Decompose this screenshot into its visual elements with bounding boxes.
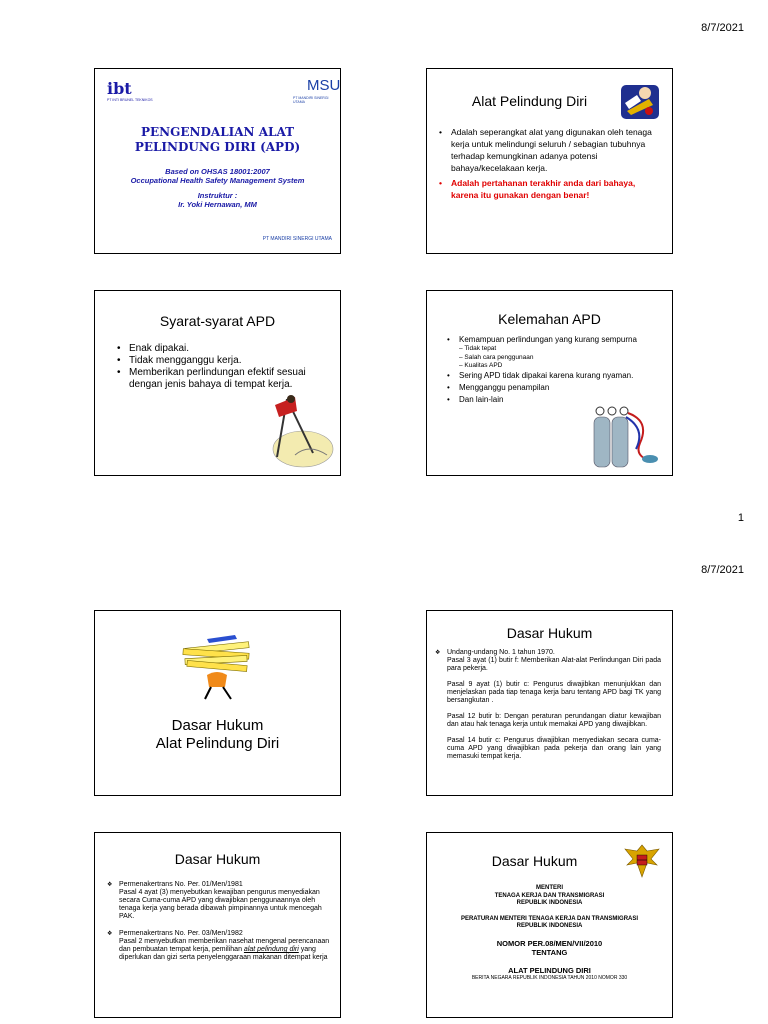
weakness-list bbox=[447, 335, 647, 405]
sub-item: – Salah cara penggunaan bbox=[459, 353, 534, 361]
slide-heading: Dasar Hukum bbox=[174, 851, 261, 867]
sub-item: – Kualitas APD bbox=[459, 362, 503, 369]
drafting-compass-icon bbox=[265, 391, 337, 471]
slide-dasar-hukum-uu bbox=[426, 610, 673, 796]
diamond-bullet-icon: ❖ bbox=[107, 931, 113, 937]
slide-kelemahan-apd bbox=[426, 290, 673, 476]
slide-heading: Kelemahan APD bbox=[498, 311, 601, 327]
diamond-bullet-icon: ❖ bbox=[107, 882, 113, 888]
list-item: • Tidak mengganggu kerja. bbox=[117, 355, 307, 367]
msu-logo: MSU bbox=[307, 77, 341, 94]
permen-item: ❖ Permenakertrans No. Per. 03/Men/1982 Pasal 2 menyebutkan memberikan nasehat mengenal perencanaan dan pembuatan tempat kerja, pemilihan alat pelindung diri yang diperlukan dan gizi serta penyelenggaraan makanan ditempat kerja bbox=[107, 930, 330, 961]
slide-heading: Dasar Hukum bbox=[491, 853, 578, 869]
list-item: • Memberikan perlindungan efektif sesuai dengan jenis bahaya di tempat kerja. bbox=[117, 367, 307, 391]
page-date: 8/7/2021 bbox=[701, 22, 744, 34]
pasal-paragraph: Pasal 14 butir c: Pengurus diwajibkan menyediakan secara cuma-cuma APD yang diwajibkan pada pekerja dan orang lain yang memasuki tempat kerja. bbox=[447, 737, 661, 760]
list-item: • Sering APD tidak dipakai karena kurang nyaman. bbox=[447, 371, 647, 381]
garuda-emblem-icon bbox=[623, 841, 661, 881]
paper-stack-carrier-icon bbox=[177, 631, 257, 701]
slide-dasar-hukum-permenaker bbox=[426, 832, 673, 1018]
list-item: • Enak dipakai. bbox=[117, 343, 307, 355]
based-on-text: Based on OHSAS 18001:2007 Occupational Health Safety Management System bbox=[130, 167, 305, 185]
slide-dasar-hukum-cover bbox=[94, 610, 341, 796]
bullet-definition: • Adalah seperangkat alat yang digunakan oleh tenaga kerja untuk melindungi seluruh / sebagian tubuhnya terhadap kemungkinan adanya potensi bahaya/kecelakaan kerja. bbox=[439, 126, 661, 174]
slide-alat-pelindung-diri bbox=[426, 68, 673, 254]
definition-list bbox=[439, 126, 661, 201]
list-item: • Mengganggu penampilan bbox=[447, 383, 647, 393]
instruktur-text: Instruktur : Ir. Yoki Hernawan, MM bbox=[178, 191, 257, 209]
page-number: 1 bbox=[737, 512, 744, 524]
regulation-text: MENTERI TENAGA KERJA DAN TRANSMIGRASI REPUBLIK INDONESIA PERATURAN MENTERI TENAGA KERJA DAN TRANSMIGRASI REPUBLIK INDONESIA NOMOR PER.08/MEN/VII/2010 TENTANG ALAT PELINDUNG DIRI BERITA NEGARA REPUBLIK INDONESIA TAHUN 2010 NOMOR 330 bbox=[460, 885, 639, 981]
safety-worker-icon bbox=[619, 81, 661, 121]
slide-dasar-hukum-permen bbox=[94, 832, 341, 1018]
diamond-bullet-icon: ❖ bbox=[435, 650, 441, 656]
list-item: • Kemampuan perlindungan yang kurang sempurna – Tidak tepat – Salah cara penggunaan – Kualitas APD bbox=[447, 335, 647, 371]
ibt-logo: ibt bbox=[107, 79, 132, 98]
slide-main-title: PENGENDALIAN ALAT PELINDUNG DIRI (APD) bbox=[134, 125, 301, 154]
law-content bbox=[435, 649, 661, 761]
page-date: 8/7/2021 bbox=[701, 564, 744, 576]
sub-item: – Tidak tepat bbox=[459, 345, 497, 352]
slide-heading: Dasar Hukum bbox=[506, 625, 593, 641]
slide-heading: Syarat-syarat APD bbox=[159, 313, 276, 329]
slide-syarat-apd bbox=[94, 290, 341, 476]
ibt-logo-sub: PT INTI BRUNEL TEKNIKOS bbox=[107, 98, 153, 102]
list-item: • Dan lain-lain bbox=[447, 395, 647, 405]
pasal-paragraph: Pasal 12 butir b: Dengan peraturan perundangan diatur kewajiban dan atau hak tenaga kerja untuk memakai APD yang diwajibkan. bbox=[447, 713, 661, 728]
sub-list bbox=[459, 345, 647, 371]
apd-link-text: alat pelindung diri bbox=[243, 946, 299, 953]
permen-content bbox=[107, 881, 331, 962]
msu-logo-sub: PT MANDIRI SINERGI UTAMA bbox=[293, 96, 329, 104]
permen-item: ❖ Permenakertrans No. Per. 01/Men/1981 Pasal 4 ayat (3) menyebutkan kewajiban pengurus menyediakan secara Cuma-cuma APD yang diwajibkan penggunaannya oleh tenaga kerja yang berada dibawah pimpinannya untuk mencegah PAK. bbox=[107, 881, 322, 920]
pasal-paragraph: Pasal 9 ayat (1) butir c: Pengurus diwajibkan menunjukkan dan menjelaskan pada tiap tenaga kerja baru tentang APD bagi TK yang bersangkutan . bbox=[447, 681, 661, 704]
law-item: ❖ Undang-undang No. 1 tahun 1970. Pasal 3 ayat (1) butir f: Memberikan Alat-alat Perlindungan Diri pada para pekerja. Pasal 9 ayat (1) butir c: Pengurus diwajibkan menunjukkan dan menjelaskan pada tiap tenaga kerja baru tentang APD bagi TK yang bersangkutan . Pasal 12 butir b: Dengan peraturan perundangan diatur kewajiban dan atau hak tenaga kerja untuk memakai APD yang diwajibkan. Pasal 14 butir c: Pengurus diwajibkan menyediakan secara cuma-cuma APD yang diwajibkan pada pekerja dan orang lain yang memasuki tempat kerja. bbox=[435, 649, 661, 760]
bullet-warning: • Adalah pertahanan terakhir anda dari bahaya, karena itu gunakan dengan benar! bbox=[439, 177, 661, 201]
slide-heading: Alat Pelindung Diri bbox=[471, 93, 588, 109]
slide-cover-title: Dasar Hukum Alat Pelindung Diri bbox=[155, 717, 280, 752]
gas-cylinders-icon bbox=[590, 403, 662, 471]
requirements-list bbox=[117, 343, 307, 391]
slide-footer: PT MANDIRI SINERGI UTAMA bbox=[262, 236, 332, 242]
slide-title bbox=[94, 68, 341, 254]
pasal-paragraph: Pasal 3 ayat (1) butir f: Memberikan Alat-alat Perlindungan Diri pada para pekerja. bbox=[447, 657, 661, 672]
